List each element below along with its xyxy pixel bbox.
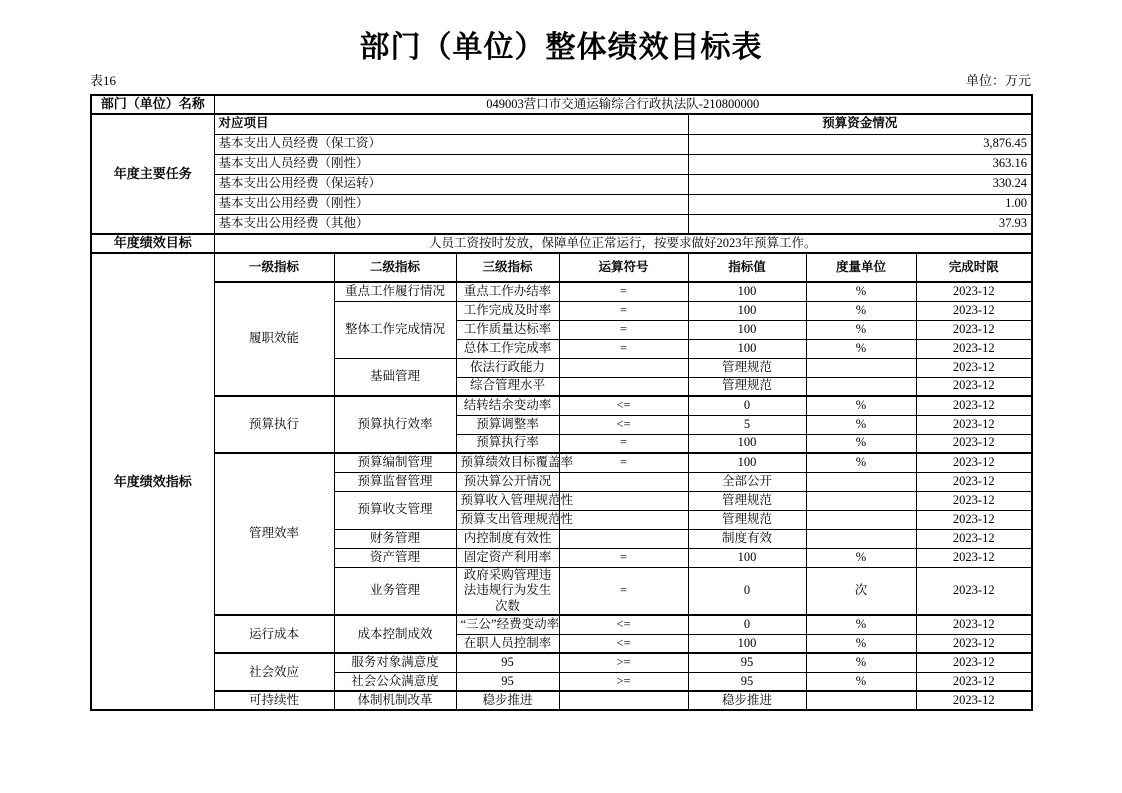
l3-cell: 内控制度有效性 <box>456 529 559 548</box>
indicators-label: 年度绩效指标 <box>91 253 214 710</box>
unit-cell: % <box>806 672 916 691</box>
task-row <box>91 134 1032 154</box>
l3-cell: 稳步推进 <box>456 691 559 710</box>
l2-cell: 预算监督管理 <box>334 472 456 491</box>
value-cell: 100 <box>688 282 806 301</box>
time-cell: 2023-12 <box>916 415 1032 434</box>
dept-name-label: 部门（单位）名称 <box>91 95 214 114</box>
value-cell: 100 <box>688 320 806 339</box>
op-cell: = <box>559 320 688 339</box>
l3-cell: 依法行政能力 <box>456 358 559 377</box>
unit-cell: % <box>806 415 916 434</box>
l3-cell: 总体工作完成率 <box>456 339 559 358</box>
task-amount: 1.00 <box>688 194 1032 214</box>
indicator-row <box>91 653 1032 672</box>
time-cell: 2023-12 <box>916 529 1032 548</box>
op-cell: >= <box>559 653 688 672</box>
unit-cell <box>806 472 916 491</box>
task-item: 基本支出公用经费（保运转） <box>214 174 688 194</box>
l2-cell: 基础管理 <box>334 358 456 396</box>
indicator-row <box>91 615 1032 634</box>
op-cell: = <box>559 567 688 615</box>
time-cell: 2023-12 <box>916 320 1032 339</box>
op-cell <box>559 529 688 548</box>
op-cell: = <box>559 548 688 567</box>
indicator-row <box>91 691 1032 710</box>
table-number: 表16 <box>90 73 117 88</box>
l2-cell: 重点工作履行情况 <box>334 282 456 301</box>
value-cell: 100 <box>688 634 806 653</box>
l1-cell: 预算执行 <box>214 396 334 453</box>
l1-cell: 运行成本 <box>214 615 334 653</box>
unit-cell: % <box>806 434 916 453</box>
task-row <box>91 154 1032 174</box>
l2-cell: 预算收支管理 <box>334 491 456 529</box>
time-cell: 2023-12 <box>916 615 1032 634</box>
op-cell: = <box>559 453 688 472</box>
l3-cell: 预算绩效目标覆盖率 <box>456 453 559 472</box>
indicator-row <box>91 396 1032 415</box>
header-unit: 度量单位 <box>806 253 916 282</box>
l1-cell: 履职效能 <box>214 282 334 396</box>
op-cell <box>559 491 688 510</box>
header-l1: 一级指标 <box>214 253 334 282</box>
l2-cell: 体制机制改革 <box>334 691 456 710</box>
value-cell: 5 <box>688 415 806 434</box>
task-amount: 363.16 <box>688 154 1032 174</box>
unit-cell <box>806 510 916 529</box>
unit-cell: % <box>806 339 916 358</box>
l2-cell: 业务管理 <box>334 567 456 615</box>
value-cell: 95 <box>688 672 806 691</box>
annual-goal-value: 人员工资按时发放，保障单位正常运行，按要求做好2023年预算工作。 <box>214 234 1032 253</box>
l2-cell: 成本控制成效 <box>334 615 456 653</box>
task-item: 基本支出人员经费（保工资） <box>214 134 688 154</box>
l3-cell: 固定资产利用率 <box>456 548 559 567</box>
l3-cell: 工作质量达标率 <box>456 320 559 339</box>
value-cell: 0 <box>688 567 806 615</box>
time-cell: 2023-12 <box>916 567 1032 615</box>
header-l3: 三级指标 <box>456 253 559 282</box>
header-l2: 二级指标 <box>334 253 456 282</box>
op-cell <box>559 358 688 377</box>
unit-cell: % <box>806 634 916 653</box>
task-row <box>91 174 1032 194</box>
time-cell: 2023-12 <box>916 491 1032 510</box>
indicator-row <box>91 282 1032 301</box>
unit-cell: % <box>806 453 916 472</box>
value-cell: 管理规范 <box>688 491 806 510</box>
value-cell: 管理规范 <box>688 358 806 377</box>
time-cell: 2023-12 <box>916 472 1032 491</box>
unit-cell: % <box>806 320 916 339</box>
unit-cell <box>806 377 916 396</box>
dept-name-value: 049003营口市交通运输综合行政执法队-210800000 <box>214 95 1032 114</box>
unit-cell: % <box>806 548 916 567</box>
value-cell: 0 <box>688 396 806 415</box>
op-cell <box>559 472 688 491</box>
l2-cell: 服务对象满意度 <box>334 653 456 672</box>
l3-cell: 预算收入管理规范性 <box>456 491 559 510</box>
indicator-row <box>91 453 1032 472</box>
l2-cell: 整体工作完成情况 <box>334 301 456 358</box>
unit-cell: 次 <box>806 567 916 615</box>
value-cell: 100 <box>688 339 806 358</box>
time-cell: 2023-12 <box>916 339 1032 358</box>
op-cell: = <box>559 434 688 453</box>
value-cell: 0 <box>688 615 806 634</box>
l2-cell: 社会公众满意度 <box>334 672 456 691</box>
time-cell: 2023-12 <box>916 634 1032 653</box>
performance-table <box>90 94 1033 711</box>
op-cell <box>559 377 688 396</box>
unit-cell <box>806 691 916 710</box>
unit-cell: % <box>806 396 916 415</box>
op-cell <box>559 510 688 529</box>
op-cell: <= <box>559 415 688 434</box>
unit-cell: % <box>806 282 916 301</box>
value-cell: 95 <box>688 653 806 672</box>
time-cell: 2023-12 <box>916 396 1032 415</box>
header-value: 指标值 <box>688 253 806 282</box>
task-amount: 330.24 <box>688 174 1032 194</box>
task-amount: 37.93 <box>688 214 1032 234</box>
value-cell: 管理规范 <box>688 377 806 396</box>
l3-cell: 95 <box>456 672 559 691</box>
time-cell: 2023-12 <box>916 434 1032 453</box>
op-cell: <= <box>559 634 688 653</box>
task-amount-header: 预算资金情况 <box>688 114 1032 134</box>
task-row <box>91 214 1032 234</box>
l3-cell: 预算支出管理规范性 <box>456 510 559 529</box>
unit-cell: % <box>806 653 916 672</box>
time-cell: 2023-12 <box>916 377 1032 396</box>
task-item: 基本支出公用经费（其他） <box>214 214 688 234</box>
task-amount: 3,876.45 <box>688 134 1032 154</box>
task-item: 基本支出人员经费（刚性） <box>214 154 688 174</box>
header-time: 完成时限 <box>916 253 1032 282</box>
task-row <box>91 194 1032 214</box>
annual-goal-label: 年度绩效目标 <box>91 234 214 253</box>
unit-cell <box>806 529 916 548</box>
op-cell <box>559 691 688 710</box>
time-cell: 2023-12 <box>916 548 1032 567</box>
value-cell: 管理规范 <box>688 510 806 529</box>
l2-cell: 资产管理 <box>334 548 456 567</box>
l2-cell: 财务管理 <box>334 529 456 548</box>
l3-cell: 预决算公开情况 <box>456 472 559 491</box>
l3-cell: 重点工作办结率 <box>456 282 559 301</box>
l3-cell: 在职人员控制率 <box>456 634 559 653</box>
value-cell: 制度有效 <box>688 529 806 548</box>
l3-cell: 预算调整率 <box>456 415 559 434</box>
time-cell: 2023-12 <box>916 691 1032 710</box>
unit-cell <box>806 491 916 510</box>
time-cell: 2023-12 <box>916 301 1032 320</box>
task-item-header: 对应项目 <box>214 114 688 134</box>
indicator-header-row <box>91 253 1032 282</box>
l3-cell: 预算执行率 <box>456 434 559 453</box>
l3-cell: “三公”经费变动率 <box>456 615 559 634</box>
meta-row <box>90 70 1031 88</box>
l3-cell: 政府采购管理违法违规行为发生次数 <box>456 567 559 615</box>
value-cell: 100 <box>688 548 806 567</box>
annual-tasks-label: 年度主要任务 <box>91 114 214 234</box>
unit-cell: % <box>806 615 916 634</box>
l3-cell: 结转结余变动率 <box>456 396 559 415</box>
op-cell: <= <box>559 615 688 634</box>
time-cell: 2023-12 <box>916 453 1032 472</box>
l1-cell: 社会效应 <box>214 653 334 691</box>
time-cell: 2023-12 <box>916 358 1032 377</box>
value-cell: 100 <box>688 453 806 472</box>
task-header-row <box>91 114 1032 134</box>
header-op: 运算符号 <box>559 253 688 282</box>
time-cell: 2023-12 <box>916 282 1032 301</box>
task-item: 基本支出公用经费（刚性） <box>214 194 688 214</box>
value-cell: 稳步推进 <box>688 691 806 710</box>
op-cell: = <box>559 301 688 320</box>
l3-cell: 工作完成及时率 <box>456 301 559 320</box>
l1-cell: 管理效率 <box>214 453 334 615</box>
time-cell: 2023-12 <box>916 510 1032 529</box>
unit-cell: % <box>806 301 916 320</box>
l2-cell: 预算执行效率 <box>334 396 456 453</box>
time-cell: 2023-12 <box>916 672 1032 691</box>
l3-cell: 综合管理水平 <box>456 377 559 396</box>
l2-cell: 预算编制管理 <box>334 453 456 472</box>
l1-cell: 可持续性 <box>214 691 334 710</box>
op-cell: = <box>559 282 688 301</box>
page-title: 部门（单位）整体绩效目标表 <box>359 31 763 64</box>
unit-cell <box>806 358 916 377</box>
l3-cell: 95 <box>456 653 559 672</box>
op-cell: >= <box>559 672 688 691</box>
goal-row <box>91 234 1032 253</box>
op-cell: <= <box>559 396 688 415</box>
value-cell: 全部公开 <box>688 472 806 491</box>
value-cell: 100 <box>688 301 806 320</box>
time-cell: 2023-12 <box>916 653 1032 672</box>
op-cell: = <box>559 339 688 358</box>
value-cell: 100 <box>688 434 806 453</box>
unit-note: 单位：万元 <box>965 73 1031 88</box>
dept-row <box>91 95 1032 114</box>
